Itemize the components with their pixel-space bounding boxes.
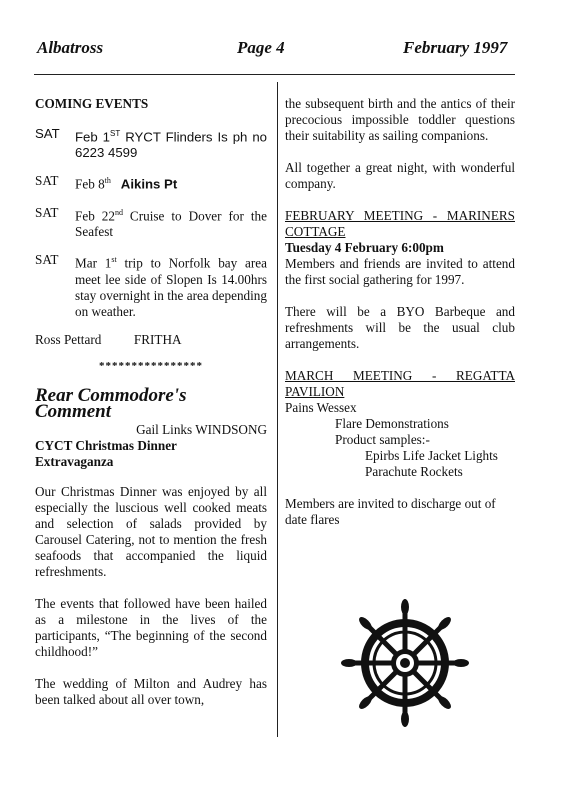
february-meeting-title: FEBRUARY MEETING - MARINERS COTTAGE [285,208,515,239]
paragraph: Members are invited to discharge out of date flares [285,496,496,527]
paragraph: Our Christmas Dinner was enjoyed by all especially the luscious well cooked meats and selection of salads provided by Carousel Catering, not to mention the fresh seafoods that accompanied the liquid refreshments. [35,483,267,579]
rear-commodore-title: Rear Commodore's Comment [35,384,187,422]
event-date-suffix: th [104,176,111,186]
event-item [35,173,267,192]
dinner-title: CYCT Christmas Dinner Extravaganza [35,437,177,469]
paragraph: There will be a BYO Barbeque and refreshments will be the usual club arrangements. [285,304,515,351]
event-date: Mar 1 [75,255,112,271]
header-rule [34,74,515,75]
event-day: SAT [35,126,60,141]
march-line: Pains Wessex [285,400,357,415]
event-text: RYCT Flinders Is ph no 6223 4599 [75,129,267,161]
event-date: Feb 22 [75,208,115,224]
star-divider: **************** [99,359,203,372]
contact-name: Ross Pettard [35,331,102,347]
event-date-suffix: ST [110,129,121,138]
event-item [35,205,267,240]
ships-wheel-icon [340,598,470,728]
author-line: Gail Links WINDSONG [136,421,267,437]
paragraph: Members and friends are invited to attend the first social gathering for 1997. [285,256,515,287]
march-line: Product samples:- [335,432,430,447]
paragraph: The events that followed have been hailed as a milestone in the lives of the participants, “The beginning of the second childhood!” [35,595,267,659]
right-column [285,96,515,528]
left-column [35,96,267,708]
event-date-suffix: st [111,255,117,265]
event-date: Feb 1 [75,129,111,145]
header-right: February 1997 [403,38,508,57]
event-day: SAT [35,204,59,220]
header-center: Page 4 [237,38,285,57]
contact-boat: FRITHA [133,331,182,347]
coming-events-title: COMING EVENTS [35,96,149,111]
event-text: trip to Norfolk bay area meet lee side of Slopen Is 14.00hrs stay overnight in the area depending on weather. [75,255,267,319]
february-meeting-time: Tuesday 4 February 6:00pm [285,240,444,255]
header-left: Albatross [37,38,104,57]
column-divider [277,82,278,737]
paragraph: All together a great night, with wonderful company. [285,160,515,191]
march-meeting-title: MARCH MEETING - REGATTA PAVILION [285,368,515,399]
contact-line [35,332,267,348]
march-line: Flare Demonstrations [335,416,449,431]
event-item [35,126,267,161]
event-date: Feb 8 [75,176,105,192]
event-item [35,252,267,319]
event-date-suffix: nd [114,207,123,217]
paragraph: the subsequent birth and the antics of their precocious impossible toddler questions their suitability as sailing companions. [285,96,515,143]
event-day: SAT [35,252,59,268]
event-text: Cruise to Dover for the Seafest [75,208,267,240]
march-line: Parachute Rockets [365,464,463,479]
event-text: Aikins Pt [120,176,178,192]
march-line: Epirbs Life Jacket Lights [365,448,498,463]
event-day: SAT [35,173,59,189]
paragraph: The wedding of Milton and Audrey has been talked about all over town, [35,675,267,707]
